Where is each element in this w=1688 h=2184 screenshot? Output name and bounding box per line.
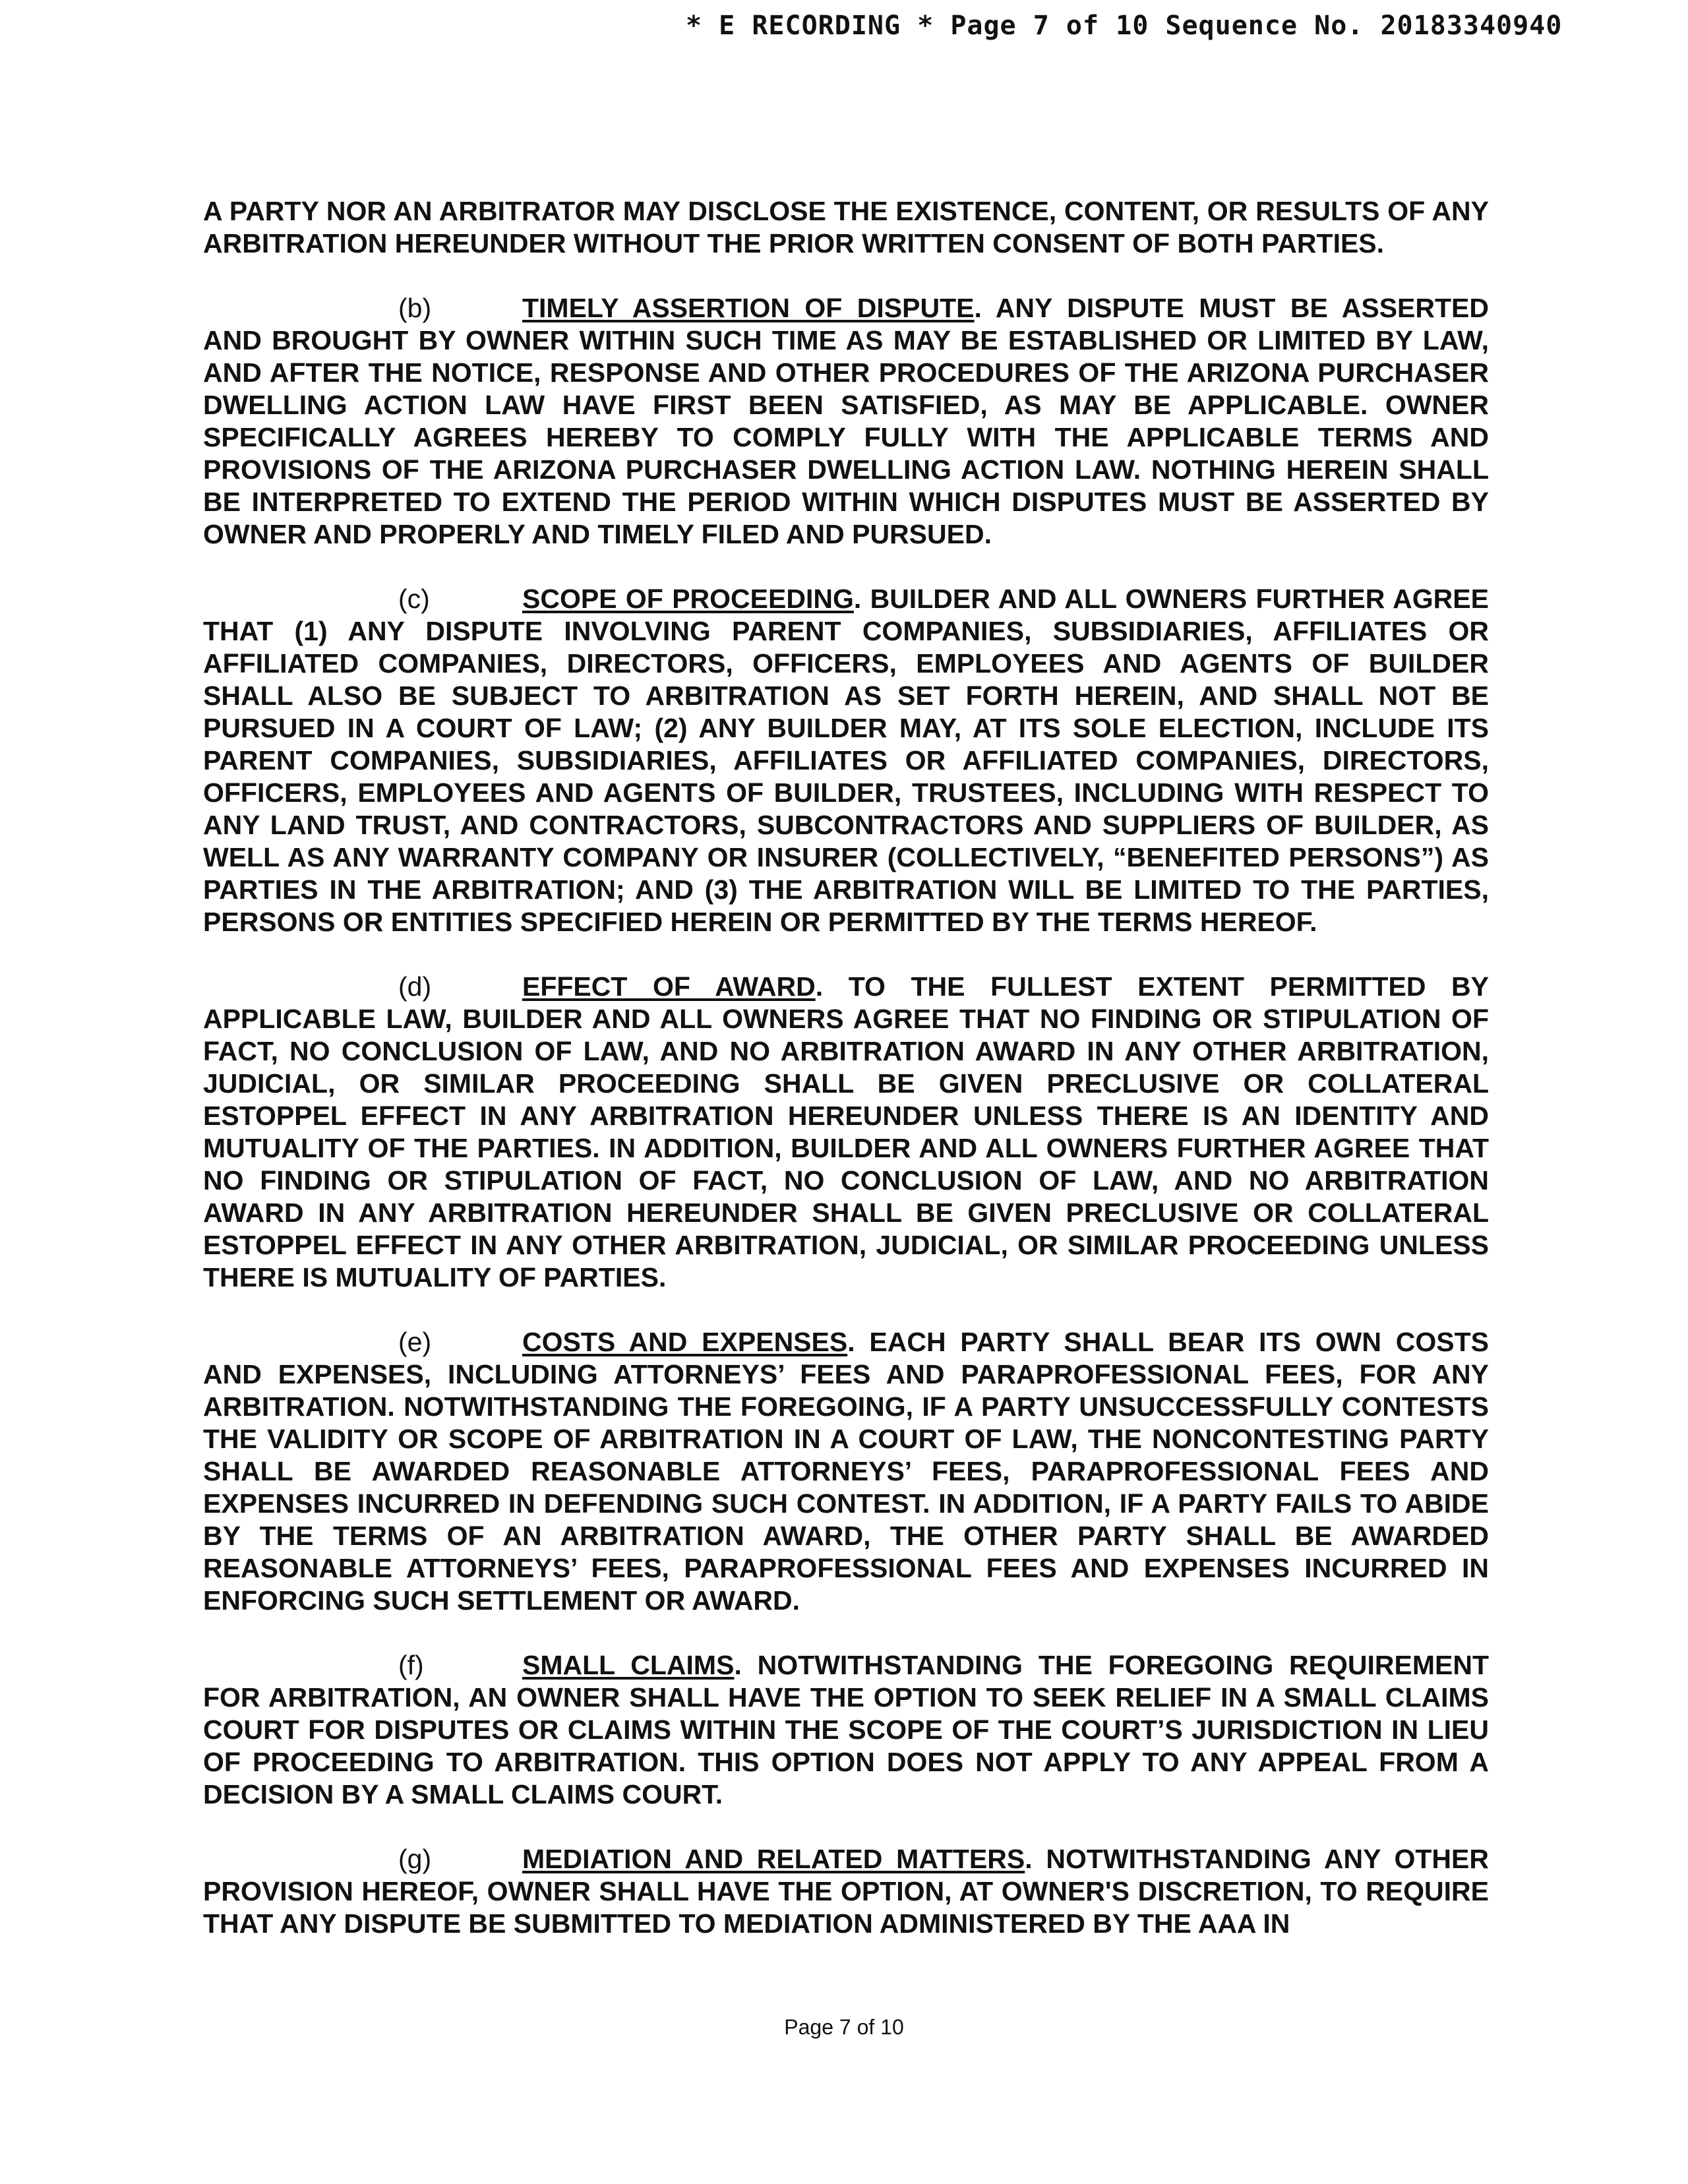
section-c-label: (c)	[398, 584, 430, 614]
section-c-heading: SCOPE OF PROCEEDING	[522, 584, 854, 614]
section-g-body: . NOTWITHSTANDING ANY OTHER PROVISION HEREOF, OWNER SHALL HAVE THE OPTION, AT OWNER'S DISCRETION, TO REQUIRE THAT ANY DISPUTE BE SUBMITTED TO MEDIATION ADMINISTERED BY THE AAA IN	[203, 1844, 1489, 1939]
document-body	[203, 195, 1489, 1972]
recording-header: * E RECORDING * Page 7 of 10 Sequence No. 20183340940	[686, 11, 1563, 41]
section-g-label: (g)	[398, 1844, 432, 1874]
section-d-body: . TO THE FULLEST EXTENT PERMITTED BY APPLICABLE LAW, BUILDER AND ALL OWNERS AGREE THAT NO FINDING OR STIPULATION OF FACT, NO CONCLUSION OF LAW, AND NO ARBITRATION AWARD IN ANY OTHER ARBITRATION, JUDICIAL, OR SIMILAR PROCEEDING SHALL BE GIVEN PRECLUSIVE OR COLLATERAL ESTOPPEL EFFECT IN ANY ARBITRATION HEREUNDER UNLESS THERE IS AN IDENTITY AND MUTUALITY OF THE PARTIES. IN ADDITION, BUILDER AND ALL OWNERS FURTHER AGREE THAT NO FINDING OR STIPULATION OF FACT, NO CONCLUSION OF LAW, AND NO ARBITRATION AWARD IN ANY ARBITRATION HEREUNDER SHALL BE GIVEN PRECLUSIVE OR COLLATERAL ESTOPPEL EFFECT IN ANY OTHER ARBITRATION, JUDICIAL, OR SIMILAR PROCEEDING UNLESS THERE IS MUTUALITY OF PARTIES.	[203, 971, 1489, 1292]
section-d-heading: EFFECT OF AWARD	[522, 971, 816, 1002]
section-f-body: . NOTWITHSTANDING THE FOREGOING REQUIREMENT FOR ARBITRATION, AN OWNER SHALL HAVE THE OPTION TO SEEK RELIEF IN A SMALL CLAIMS COURT FOR DISPUTES OR CLAIMS WITHIN THE SCOPE OF THE COURT’S JURISDICTION IN LIEU OF PROCEEDING TO ARBITRATION. THIS OPTION DOES NOT APPLY TO ANY APPEAL FROM A DECISION BY A SMALL CLAIMS COURT.	[203, 1650, 1489, 1809]
section-e-label: (e)	[398, 1327, 432, 1357]
section-d	[203, 971, 1489, 1294]
section-e-body: . EACH PARTY SHALL BEAR ITS OWN COSTS AND EXPENSES, INCLUDING ATTORNEYS’ FEES AND PARAPROFESSIONAL FEES, FOR ANY ARBITRATION. NOTWITHSTANDING THE FOREGOING, IF A PARTY UNSUCCESSFULLY CONTESTS THE VALIDITY OR SCOPE OF ARBITRATION IN A COURT OF LAW, THE NONCONTESTING PARTY SHALL BE AWARDED REASONABLE ATTORNEYS’ FEES, PARAPROFESSIONAL FEES AND EXPENSES INCURRED IN DEFENDING SUCH CONTEST. IN ADDITION, IF A PARTY FAILS TO ABIDE BY THE TERMS OF AN ARBITRATION AWARD, THE OTHER PARTY SHALL BE AWARDED REASONABLE ATTORNEYS’ FEES, PARAPROFESSIONAL FEES AND EXPENSES INCURRED IN ENFORCING SUCH SETTLEMENT OR AWARD.	[203, 1327, 1489, 1616]
section-c-body: . BUILDER AND ALL OWNERS FURTHER AGREE THAT (1) ANY DISPUTE INVOLVING PARENT COMPANIES, SUBSIDIARIES, AFFILIATES OR AFFILIATED COMPANIES, DIRECTORS, OFFICERS, EMPLOYEES AND AGENTS OF BUILDER SHALL ALSO BE SUBJECT TO ARBITRATION AS SET FORTH HEREIN, AND SHALL NOT BE PURSUED IN A COURT OF LAW; (2) ANY BUILDER MAY, AT ITS SOLE ELECTION, INCLUDE ITS PARENT COMPANIES, SUBSIDIARIES, AFFILIATES OR AFFILIATED COMPANIES, DIRECTORS, OFFICERS, EMPLOYEES AND AGENTS OF BUILDER, TRUSTEES, INCLUDING WITH RESPECT TO ANY LAND TRUST, AND CONTRACTORS, SUBCONTRACTORS AND SUPPLIERS OF BUILDER, AS WELL AS ANY WARRANTY COMPANY OR INSURER (COLLECTIVELY, “BENEFITED PERSONS”) AS PARTIES IN THE ARBITRATION; AND (3) THE ARBITRATION WILL BE LIMITED TO THE PARTIES, PERSONS OR ENTITIES SPECIFIED HEREIN OR PERMITTED BY THE TERMS HEREOF.	[203, 584, 1489, 937]
section-e-heading: COSTS AND EXPENSES	[522, 1327, 848, 1357]
section-b	[203, 292, 1489, 551]
section-f-heading: SMALL CLAIMS	[522, 1650, 735, 1680]
section-c	[203, 583, 1489, 938]
page-number: Page 7 of 10	[784, 2015, 904, 2039]
section-e	[203, 1326, 1489, 1617]
section-g-heading: MEDIATION AND RELATED MATTERS	[522, 1844, 1025, 1874]
section-d-label: (d)	[398, 971, 432, 1002]
section-f-label: (f)	[398, 1650, 424, 1680]
section-b-label: (b)	[398, 293, 432, 323]
section-b-heading: TIMELY ASSERTION OF DISPUTE	[522, 293, 975, 323]
section-f	[203, 1649, 1489, 1811]
section-b-body: . ANY DISPUTE MUST BE ASSERTED AND BROUGHT BY OWNER WITHIN SUCH TIME AS MAY BE ESTABLISHED OR LIMITED BY LAW, AND AFTER THE NOTICE, RESPONSE AND OTHER PROCEDURES OF THE ARIZONA PURCHASER DWELLING ACTION LAW HAVE FIRST BEEN SATISFIED, AS MAY BE APPLICABLE. OWNER SPECIFICALLY AGREES HEREBY TO COMPLY FULLY WITH THE APPLICABLE TERMS AND PROVISIONS OF THE ARIZONA PURCHASER DWELLING ACTION LAW. NOTHING HEREIN SHALL BE INTERPRETED TO EXTEND THE PERIOD WITHIN WHICH DISPUTES MUST BE ASSERTED BY OWNER AND PROPERLY AND TIMELY FILED AND PURSUED.	[203, 293, 1490, 549]
intro-paragraph: A PARTY NOR AN ARBITRATOR MAY DISCLOSE THE EXISTENCE, CONTENT, OR RESULTS OF ANY ARBITRATION HEREUNDER WITHOUT THE PRIOR WRITTEN CONSENT OF BOTH PARTIES.	[203, 196, 1489, 258]
section-g	[203, 1843, 1489, 1940]
